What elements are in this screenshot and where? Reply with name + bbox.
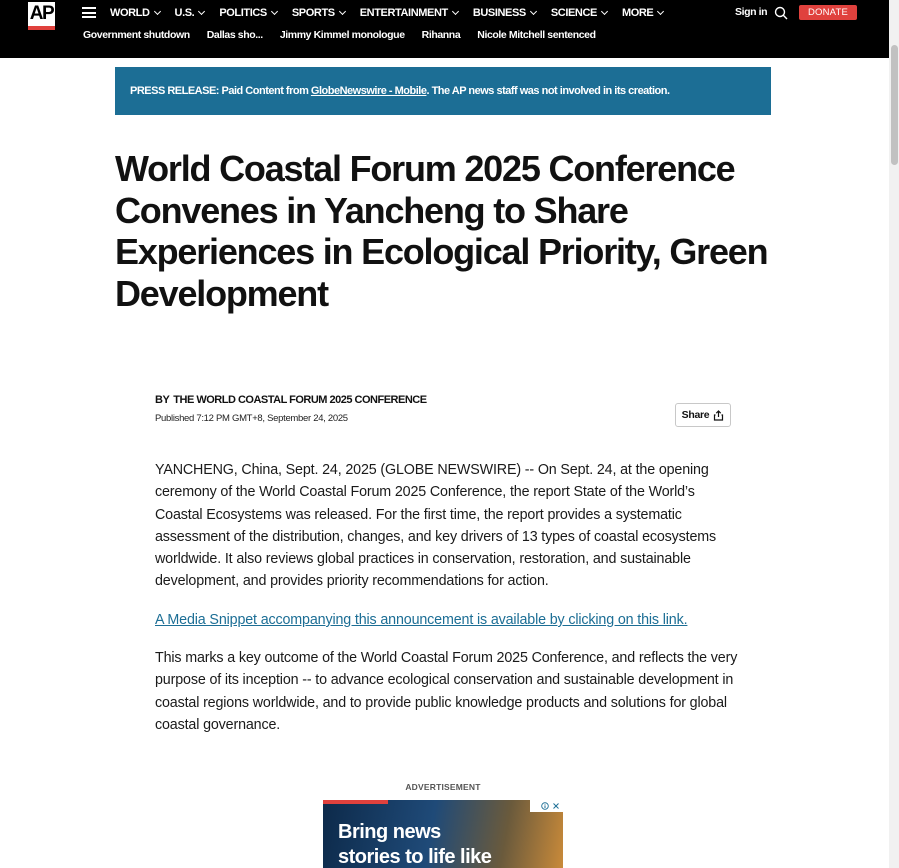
ad-choices-icon[interactable] <box>530 800 563 812</box>
share-icon <box>713 410 724 421</box>
chevron-down-icon <box>339 8 346 15</box>
ad-headline: Bring news stories to life like <box>338 821 492 868</box>
nav-item-politics[interactable]: POLITICS <box>219 6 277 20</box>
ad-accent-bar <box>323 800 388 804</box>
nav-item-us[interactable]: U.S. <box>175 6 205 20</box>
main-nav <box>110 6 678 20</box>
author-name[interactable]: THE WORLD COASTAL FORUM 2025 CONFERENCE <box>173 394 427 406</box>
share-button[interactable]: Share <box>675 403 731 427</box>
sign-in-link[interactable]: Sign in <box>735 6 768 18</box>
nav-item-sports[interactable]: SPORTS <box>292 6 345 20</box>
info-icon <box>541 802 549 810</box>
donate-button[interactable]: DONATE <box>799 5 857 20</box>
chevron-down-icon <box>154 8 161 15</box>
site-header <box>0 0 889 58</box>
trending-link[interactable]: Government shutdown <box>83 29 190 41</box>
scrollbar-thumb[interactable] <box>891 45 898 165</box>
nav-item-business[interactable]: BUSINESS <box>473 6 536 20</box>
trending-link[interactable]: Jimmy Kimmel monologue <box>279 29 405 41</box>
chevron-down-icon <box>530 8 537 15</box>
nav-item-world[interactable]: WORLD <box>110 6 160 20</box>
nav-item-science[interactable]: SCIENCE <box>551 6 607 20</box>
advertisement-label: ADVERTISEMENT <box>405 782 481 792</box>
globenewswire-link[interactable]: GlobeNewswire - Mobile <box>310 85 427 97</box>
trending-link[interactable]: Rihanna <box>421 29 461 41</box>
article-paragraph: YANCHENG, China, Sept. 24, 2025 (GLOBE NEWSWIRE) -- On Sept. 24, at the opening ceremony of the World Coastal Forum 2025 Conference, the report State of the World’s Coastal Ecosystems was released. For the first time, the report provides a systematic assessment of the distribution, changes, and key drivers of 13 types of coastal ecosystems worldwide. It also reviews global practices in conservation, restoration, and sustainable development, and provides priority recommendations for action. <box>155 462 717 590</box>
published-timestamp: Published 7:12 PM GMT+8, September 24, 2025 <box>155 413 348 424</box>
chevron-down-icon <box>601 8 608 15</box>
nav-item-more[interactable]: MORE <box>622 6 663 20</box>
article-headline: World Coastal Forum 2025 Conference Convenes in Yancheng to Share Experiences in Ecological Priority, Green Development <box>115 148 768 314</box>
search-icon[interactable] <box>774 6 788 20</box>
chevron-down-icon <box>198 8 205 15</box>
nav-item-entertainment[interactable]: ENTERTAINMENT <box>360 6 458 20</box>
chevron-down-icon <box>271 8 278 15</box>
trending-bar <box>83 29 613 41</box>
chevron-down-icon <box>657 8 664 15</box>
article-paragraph: This marks a key outcome of the World Coastal Forum 2025 Conference, and reflects the very purpose of its inception -- to advance ecological conservation and sustainable development in coastal regions worldwide, and to provide public knowledge products and solutions for global coastal governance. <box>155 650 738 733</box>
trending-link[interactable]: Nicole Mitchell sentenced <box>477 29 596 41</box>
trending-link[interactable]: Dallas sho... <box>206 29 263 41</box>
menu-icon[interactable] <box>82 7 96 18</box>
advertisement-banner[interactable] <box>323 800 563 868</box>
chevron-down-icon <box>452 8 459 15</box>
media-snippet-link[interactable]: A Media Snippet accompanying this announcement is available by clicking on this link. <box>155 612 688 628</box>
ap-logo[interactable]: AP <box>28 2 55 30</box>
byline: BY THE WORLD COASTAL FORUM 2025 CONFERENCE <box>155 394 427 406</box>
close-icon <box>552 802 560 810</box>
press-release-banner: PRESS RELEASE: Paid Content from GlobeNewswire - Mobile. The AP news staff was not involved in its creation. <box>115 67 771 115</box>
